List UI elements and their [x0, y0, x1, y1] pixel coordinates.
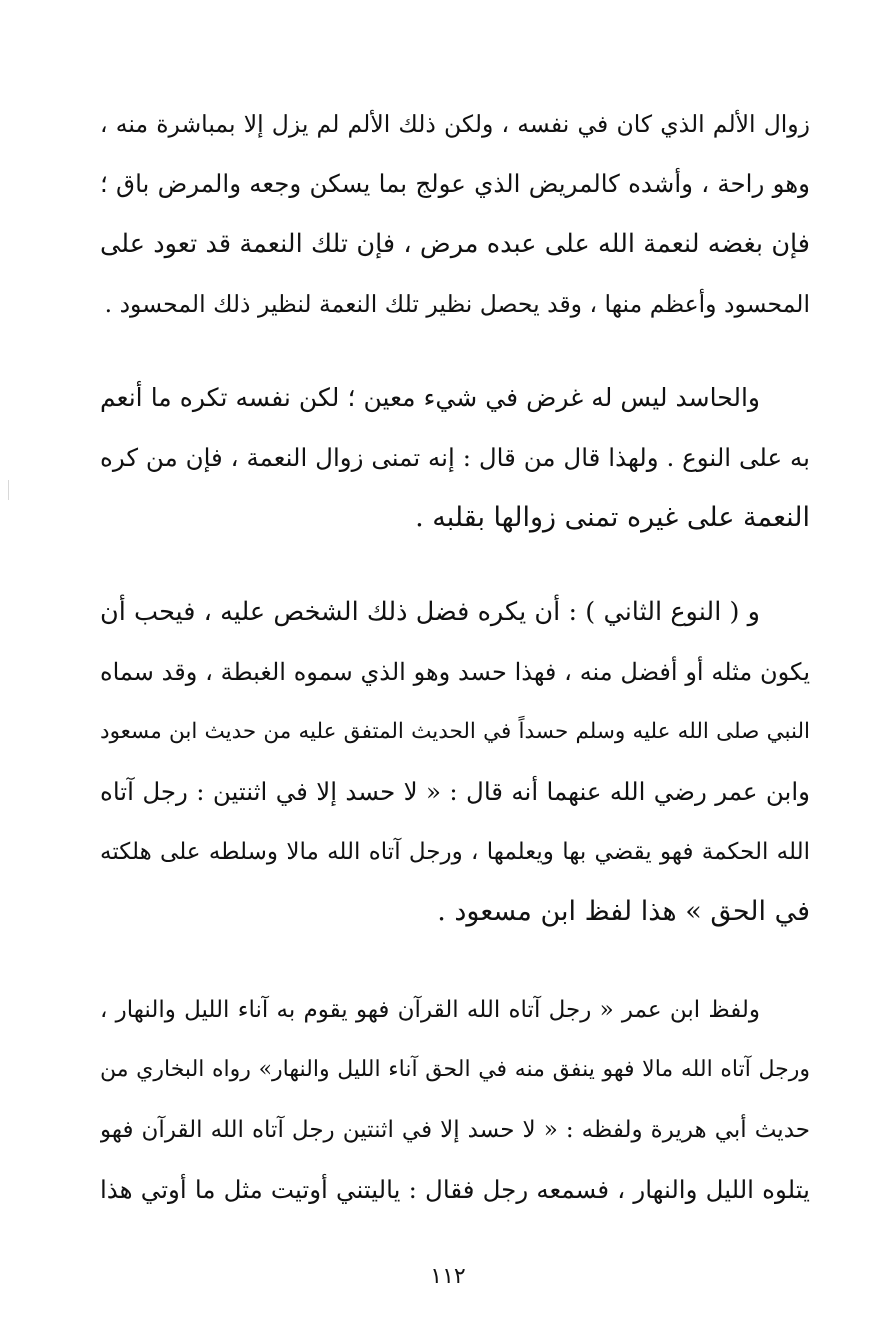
- text-line: في الحق » هذا لفظ ابن مسعود .: [437, 896, 810, 927]
- text-line: زوال الألم الذي كان في نفسه ، ولكن ذلك الألم لم يزل إلا بمباشرة منه ،: [100, 110, 810, 138]
- scan-edge-mark: [8, 480, 9, 500]
- text-line: النعمة على غيره تمنى زوالها بقلبه .: [415, 502, 810, 533]
- text-line: و ( النوع الثاني ) : أن يكره فضل ذلك الشخص عليه ، فيحب أن: [100, 597, 760, 627]
- text-line: به على النوع . ولهذا قال من قال : إنه تمنى زوال النعمة ، فإن من كره: [100, 443, 810, 472]
- page-number: ١١٢: [430, 1264, 466, 1289]
- text-line: الله الحكمة فهو يقضي بها ويعلمها ، ورجل آتاه الله مالا وسلطه على هلكته: [100, 839, 810, 865]
- text-line: المحسود وأعظم منها ، وقد يحصل نظير تلك النعمة لنظير ذلك المحسود .: [104, 290, 810, 318]
- text-line: والحاسد ليس له غرض في شيء معين ؛ لكن نفسه تكره ما أنعم: [100, 383, 760, 412]
- text-line: النبي صلى الله عليه وسلم حسداً في الحديث المتفق عليه من حديث ابن مسعود: [100, 719, 810, 744]
- text-line: ورجل آتاه الله مالا فهو ينفق منه في الحق آناء الليل والنهار» رواه البخاري من: [100, 1057, 810, 1082]
- text-line: ولفظ ابن عمر « رجل آتاه الله القرآن فهو يقوم به آناء الليل والنهار ،: [100, 997, 760, 1023]
- text-line: يكون مثله أو أفضل منه ، فهذا حسد وهو الذي سموه الغبطة ، وقد سماه: [100, 658, 810, 686]
- text-line: وهو راحة ، وأشده كالمريض الذي عولج بما يسكن وجعه والمرض باق ؛: [100, 169, 810, 198]
- text-line: يتلوه الليل والنهار ، فسمعه رجل فقال : ياليتني أوتيت مثل ما أوتي هذا: [100, 1175, 810, 1204]
- text-line: فإن بغضه لنعمة الله على عبده مرض ، فإن تلك النعمة قد تعود على: [100, 229, 810, 259]
- text-line: وابن عمر رضي الله عنهما أنه قال : « لا حسد إلا في اثنتين : رجل آتاه: [100, 777, 810, 806]
- text-line: حديث أبي هريرة ولفظه : « لا حسد إلا في اثنتين رجل آتاه الله القرآن فهو: [100, 1117, 810, 1143]
